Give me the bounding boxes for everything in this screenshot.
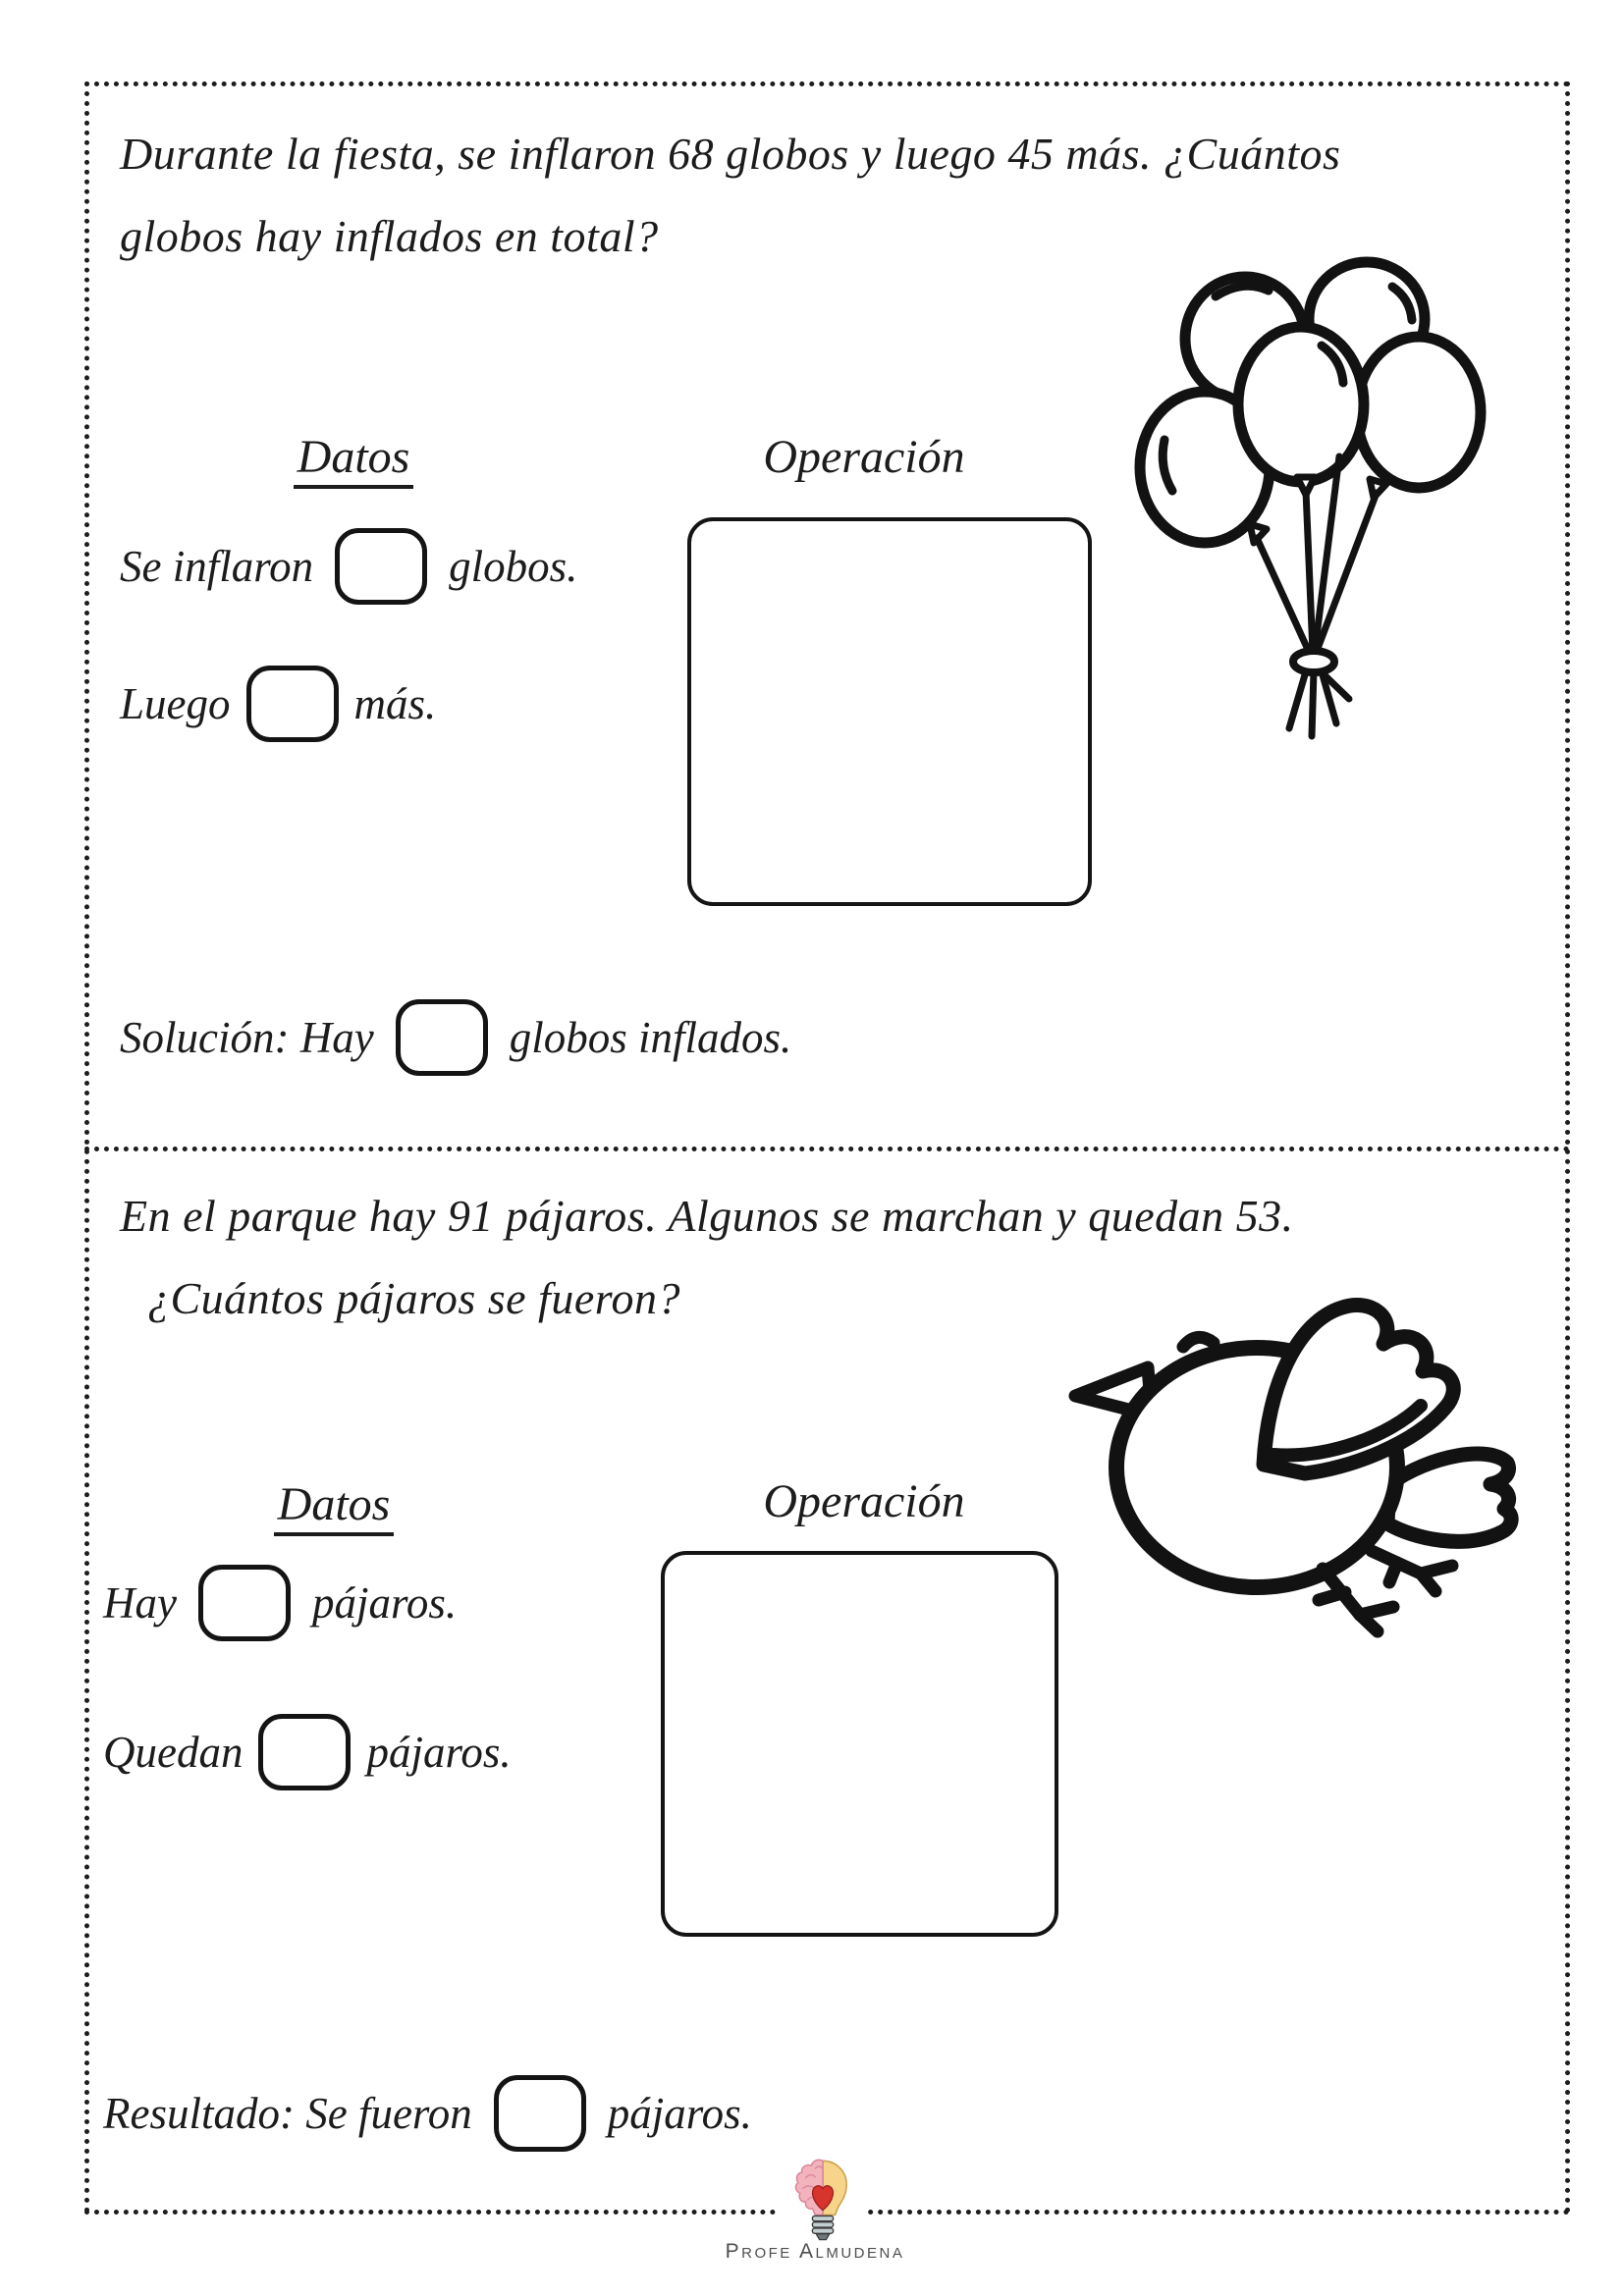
problem1-statement-line1: Durante la fiesta, se inflaron 68 globos y luego 45 más. ¿Cuántos xyxy=(120,129,1341,179)
problem2-statement-line1: En el parque hay 91 pájaros. Algunos se marchan y quedan 53. xyxy=(120,1191,1294,1241)
problem2-dato2-row xyxy=(103,1708,512,1796)
footer-logo xyxy=(778,2157,868,2235)
problem2-result-row xyxy=(103,2069,752,2158)
datos-label: Datos xyxy=(294,431,414,489)
problem2-operation-box[interactable] xyxy=(661,1551,1058,1937)
answer-box-solucion[interactable] xyxy=(396,999,488,1076)
dato2-text-after: más. xyxy=(353,679,437,728)
problem2-datos-heading xyxy=(226,1477,442,1531)
problem2-dato1-row xyxy=(103,1559,457,1647)
problem1-dato1-row xyxy=(120,522,577,611)
dato2-text-after: pájaros. xyxy=(366,1728,512,1777)
dato1-text-after: pájaros. xyxy=(311,1578,458,1628)
problem1-operacion-heading: Operación xyxy=(763,431,965,483)
answer-box-resultado[interactable] xyxy=(494,2075,586,2152)
answer-box-luego-mas[interactable] xyxy=(246,666,339,742)
problem2-operacion-heading: Operación xyxy=(763,1475,965,1527)
dato1-text-before: Se inflaron xyxy=(120,542,314,591)
answer-box-hay-pajaros[interactable] xyxy=(198,1565,291,1641)
problem1-datos-heading xyxy=(245,430,461,484)
problem2-statement-line2: ¿Cuántos pájaros se fueron? xyxy=(147,1273,680,1323)
dato2-text-before: Luego xyxy=(120,679,231,728)
result-text-after: pájaros. xyxy=(607,2089,752,2138)
answer-box-quedan-pajaros[interactable] xyxy=(258,1714,351,1790)
problem1-operation-box[interactable] xyxy=(687,517,1092,906)
problem1-solution-row xyxy=(120,993,791,1082)
dato2-text-before: Quedan xyxy=(103,1728,244,1777)
datos-label: Datos xyxy=(274,1478,395,1536)
answer-box-globos-inflaron[interactable] xyxy=(335,528,427,605)
dato1-text-after: globos. xyxy=(449,542,578,591)
brand-text: Profe Almudena xyxy=(725,2240,905,2263)
flying-bird-illustration xyxy=(1065,1276,1522,1639)
problem-divider xyxy=(84,1147,1570,1151)
balloon-bunch-illustration xyxy=(1129,255,1492,746)
dato1-text-before: Hay xyxy=(103,1578,177,1628)
brain-lightbulb-heart-logo xyxy=(794,2157,851,2241)
solution-text-before: Solución: Hay xyxy=(120,1013,374,1062)
solution-text-after: globos inflados. xyxy=(509,1013,792,1062)
result-text-before: Resultado: Se fueron xyxy=(103,2089,472,2138)
problem1-dato2-row xyxy=(120,660,436,748)
problem1-statement-line2: globos hay inflados en total? xyxy=(120,211,659,261)
